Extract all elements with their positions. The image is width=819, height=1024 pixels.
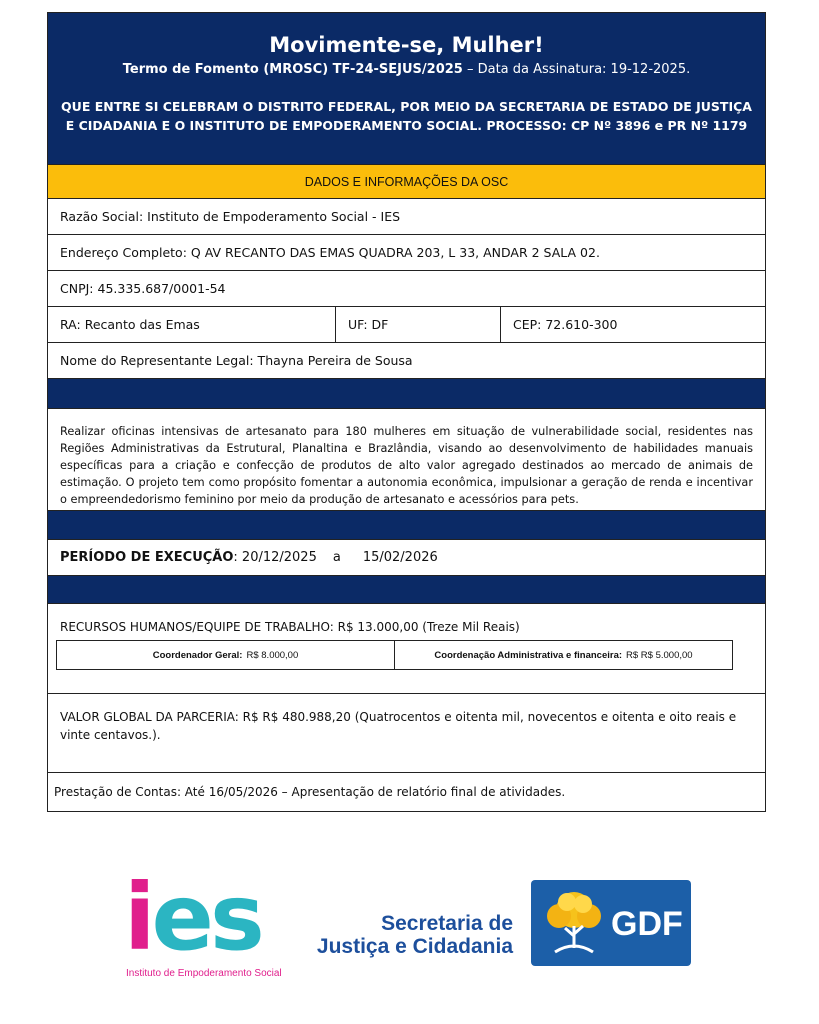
prestacao-contas: Prestação de Contas: Até 16/05/2026 – Apresentação de relatório final de atividades. bbox=[54, 785, 566, 799]
cep: CEP: 72.610-300 bbox=[500, 307, 765, 342]
periodo-label: PERÍODO DE EXECUÇÃO bbox=[60, 550, 234, 565]
term-line bbox=[48, 61, 765, 79]
adm-value: R$ R$ 5.000,00 bbox=[626, 649, 693, 661]
recursos-table bbox=[56, 640, 733, 670]
footer-logos bbox=[0, 860, 819, 990]
coord-label: Coordenador Geral: bbox=[152, 649, 243, 661]
project-title: Movimente-se, Mulher! bbox=[269, 33, 544, 57]
endereco: Endereço Completo: Q AV RECANTO DAS EMAS QUADRA 203, L 33, ANDAR 2 SALA 02. bbox=[48, 235, 765, 271]
coordenacao-adm bbox=[394, 641, 732, 669]
ipe-tree-icon bbox=[541, 888, 607, 960]
cnpj: CNPJ: 45.335.687/0001-54 bbox=[48, 271, 765, 307]
recursos-title: RECURSOS HUMANOS/EQUIPE DE TRABALHO: R$ 13.000,00 (Treze Mil Reais) bbox=[60, 620, 520, 634]
gdf-text: GDF bbox=[611, 905, 683, 943]
secretaria-line1: Secretaria de bbox=[381, 912, 513, 935]
term-id: Termo de Fomento (MROSC) TF-24-SEJUS/2025 bbox=[122, 62, 463, 77]
recursos-humanos bbox=[48, 604, 765, 694]
signature-date: – Data da Assinatura: 19-12-2025. bbox=[462, 62, 691, 77]
periodo-end: 15/02/2026 bbox=[362, 550, 438, 565]
divider-bar bbox=[48, 576, 765, 604]
razao-social: Razão Social: Instituto de Empoderamento Social - IES bbox=[48, 199, 765, 235]
uf: UF: DF bbox=[335, 307, 500, 342]
representante-legal: Nome do Representante Legal: Thayna Pereira de Sousa bbox=[48, 343, 765, 379]
ra: RA: Recanto das Emas bbox=[60, 317, 200, 332]
periodo-separator: a bbox=[332, 550, 341, 565]
divider-bar bbox=[48, 379, 765, 409]
divider-bar bbox=[48, 511, 765, 540]
valor-global: VALOR GLOBAL DA PARCERIA: R$ R$ 480.988,20 (Quatrocentos e oitenta mil, novecentos e oitenta e oito reais e vinte centavos.). bbox=[48, 694, 765, 773]
coord-value: R$ 8.000,00 bbox=[246, 649, 299, 661]
location-row bbox=[48, 307, 765, 343]
periodo-start: : 20/12/2025 bbox=[233, 550, 317, 565]
ies-caption: Instituto de Empoderamento Social bbox=[126, 968, 282, 979]
adm-label: Coordenação Administrativa e financeira: bbox=[434, 649, 623, 661]
ies-logo-i: i bbox=[124, 864, 152, 971]
parties-statement: QUE ENTRE SI CELEBRAM O DISTRITO FEDERAL, POR MEIO DA SECRETARIA DE ESTADO DE JUSTIÇA E CIDADANIA E O INSTITUTO DE EMPODERAMENTO SOCIAL. PROCESSO: CP Nº 3896 e PR Nº 1179 bbox=[61, 99, 752, 133]
gdf-logo bbox=[531, 880, 691, 966]
periodo-execucao bbox=[48, 540, 765, 576]
document-header bbox=[48, 13, 765, 164]
objeto-text: Realizar oficinas intensivas de artesanato para 180 mulheres em situação de vulnerabilidade social, residentes nas Regiões Administrativas da Estrutural, Planaltina e Brazlândia, visando ao desenvolvimento de habilidades manuais específicas para a criação e confecção de produtos de alto valor agregado destinados ao mercado de animais de estimação. O projeto tem como propósito fomentar a autonomia econômica, impulsionar a geração de renda e incentivar o empreendedorismo feminino por meio da produção de artesanato e acessórios para pets. bbox=[48, 409, 765, 511]
osc-section-title: DADOS E INFORMAÇÕES DA OSC bbox=[48, 164, 765, 199]
ies-logo-es: es bbox=[151, 864, 261, 971]
ies-logo bbox=[124, 864, 294, 988]
document-form bbox=[47, 12, 766, 812]
coordenador-geral bbox=[57, 641, 394, 669]
secretaria-line2: Justiça e Cidadania bbox=[316, 935, 513, 958]
secretaria-logo bbox=[308, 912, 513, 958]
